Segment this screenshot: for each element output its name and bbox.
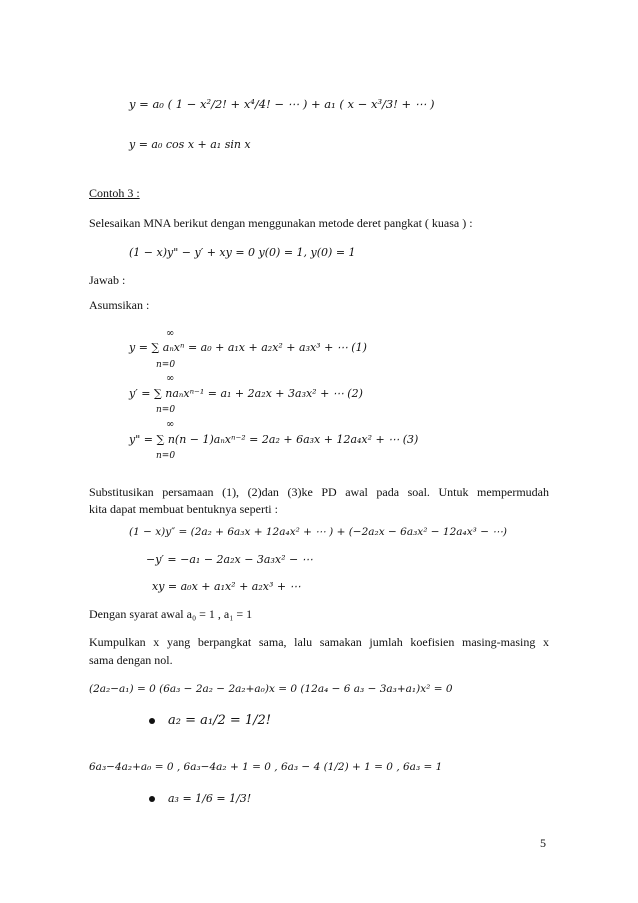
bullet-marker [149,796,155,802]
equation-y-series: y = ∑ aₙxⁿ = a₀ + a₁x + a₂x² + a₃x³ + ⋯ (1) [129,341,367,354]
equation-y-prime-series: y′ = ∑ naₙxⁿ⁻¹ = a₁ + 2a₂x + 3a₃x² + ⋯ (2) [129,387,363,400]
sum-upper-limit: ∞ [166,419,175,430]
substitution-paragraph-line1: Substitusikan persamaan (1), (2)dan (3)ke PD awal pada soal. Untuk mempermudah [89,485,549,499]
a3-derivation: 6a₃−4a₂+a₀ = 0 , 6a₃−4a₂ + 1 = 0 , 6a₃ − 4 (1/2) + 1 = 0 , 6a₃ = 1 [89,761,443,773]
bullet-marker [149,718,155,724]
sum-upper-limit: ∞ [166,328,175,339]
substitution-paragraph-line2: kita dapat membuat bentuknya seperti : [89,502,278,516]
page-number: 5 [540,836,546,850]
equation-series-solution: y = a₀ ( 1 − x²/2! + x⁴/4! − ⋯ ) + a₁ ( x − x³/3! + ⋯ ) [129,97,435,111]
sum-upper-limit: ∞ [166,373,175,384]
assume-label: Asumsikan : [89,298,150,312]
initial-conditions: Dengan syarat awal a₀ = 1 , a₁ = 1 [89,607,253,621]
equation-cos-sin-solution: y = a₀ cos x + a₁ sin x [129,138,251,151]
sum-lower-limit: n=0 [156,451,176,461]
example-heading: Contoh 3 : [89,186,140,200]
sum-lower-limit: n=0 [156,405,176,415]
collect-terms-line2: sama dengan nol. [89,653,173,667]
expanded-minus-y-prime: −y′ = −a₁ − 2a₂x − 3a₃x² − ⋯ [146,553,313,566]
result-a2: a₂ = a₁/2 = 1/2! [168,713,272,728]
coefficient-equations: (2a₂−a₁) = 0 (6a₃ − 2a₂ − 2a₂+a₀)x = 0 (12a₄ − 6 a₃ − 3a₃+a₁)x² = 0 [89,683,453,695]
differential-equation: (1 − x)y" − y′ + xy = 0 y(0) = 1, y(0) = 1 [129,246,356,259]
equation-y-double-prime-series: y" = ∑ n(n − 1)aₙxⁿ⁻² = 2a₂ + 6a₃x + 12a₄x² + ⋯ (3) [129,433,419,446]
expanded-y-double-prime: (1 − x)y″ = (2a₂ + 6a₃x + 12a₄x² + ⋯ ) + (−2a₂x − 6a₃x² − 12a₄x³ − ⋯) [129,526,507,538]
answer-label: Jawab : [89,273,126,287]
result-a3: a₃ = 1/6 = 1/3! [168,792,252,805]
collect-terms-line1: Kumpulkan x yang berpangkat sama, lalu samakan jumlah koefisien masing-masing x [89,635,549,649]
problem-statement: Selesaikan MNA berikut dengan menggunakan metode deret pangkat ( kuasa ) : [89,216,473,230]
expanded-xy: xy = a₀x + a₁x² + a₂x³ + ⋯ [152,580,301,593]
sum-lower-limit: n=0 [156,360,176,370]
